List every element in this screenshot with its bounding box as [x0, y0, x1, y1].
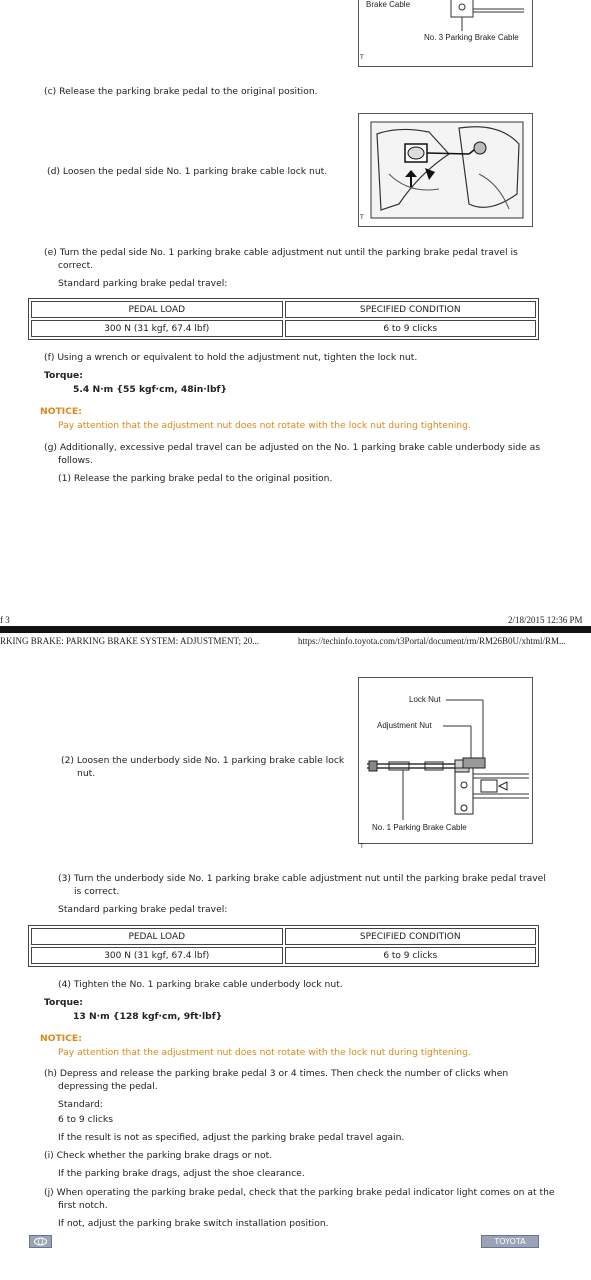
step-d: (d) Loosen the pedal side No. 1 parking brake cable lock nut.: [47, 166, 328, 177]
page-break-bar: [0, 626, 591, 633]
table-header-pedal-load: PEDAL LOAD: [31, 928, 283, 945]
step-2-line1: (2) Loosen the underbody side No. 1 parking brake cable lock: [61, 755, 345, 766]
table-cell-clicks: 6 to 9 clicks: [285, 320, 537, 337]
step-e-line1: (e) Turn the pedal side No. 1 parking brake cable adjustment nut until the parking brake pedal travel is: [44, 247, 518, 258]
not-specified-note: If the result is not as specified, adjust the parking brake pedal travel again.: [58, 1132, 405, 1143]
step-2-line2: nut.: [77, 768, 96, 779]
notice-text: Pay attention that the adjustment nut does not rotate with the lock nut during tightening.: [58, 1047, 471, 1058]
fig-label-adjustment-nut: Adjustment Nut: [377, 721, 432, 730]
toyota-brand-label: TOYOTA: [494, 1237, 526, 1246]
toyota-brand-button[interactable]: [481, 1235, 539, 1248]
notice-label: NOTICE:: [40, 406, 82, 417]
step-g-line1: (g) Additionally, excessive pedal travel can be adjusted on the No. 1 parking brake cable underbody side as: [44, 442, 541, 453]
fig-mark: T: [360, 54, 364, 61]
torque-label: Torque:: [44, 370, 83, 381]
step-h-line1: (h) Depress and release the parking brake pedal 3 or 4 times. Then check the number of clicks when: [44, 1068, 509, 1079]
pedal-travel-table: [28, 925, 539, 967]
step-i-note: If the parking brake drags, adjust the shoe clearance.: [58, 1168, 305, 1179]
step-4: (4) Tighten the No. 1 parking brake cable underbody lock nut.: [58, 979, 343, 990]
table-header-specified-condition: SPECIFIED CONDITION: [285, 928, 537, 945]
fig-label-lock-nut: Lock Nut: [409, 695, 441, 704]
underbody-cable-diagram: [359, 678, 532, 843]
standard-travel-label: Standard parking brake pedal travel:: [58, 278, 228, 289]
step-g1: (1) Release the parking brake pedal to the original position.: [58, 473, 333, 484]
print-header-title: RKING BRAKE: PARKING BRAKE SYSTEM: ADJUSTMENT; 20...: [0, 636, 259, 646]
step-j-line1: (j) When operating the parking brake pedal, check that the parking brake pedal indicator light comes on at the: [44, 1187, 555, 1198]
step-e-line2: correct.: [58, 260, 94, 271]
standard-value: 6 to 9 clicks: [58, 1114, 113, 1125]
figure-no3-cable: [358, 0, 533, 67]
print-timestamp: 2/18/2015 12:36 PM: [508, 615, 583, 625]
notice-text: Pay attention that the adjustment nut does not rotate with the lock nut during tightening.: [58, 420, 471, 431]
step-f: (f) Using a wrench or equivalent to hold the adjustment nut, tighten the lock nut.: [44, 352, 418, 363]
toyota-logo-icon: [30, 1236, 51, 1247]
step-3-line1: (3) Turn the underbody side No. 1 parking brake cable adjustment nut until the parking brake pedal travel: [58, 873, 546, 884]
pedal-photo-illustration: [359, 114, 532, 226]
step-i: (i) Check whether the parking brake drags or not.: [44, 1150, 273, 1161]
step-3-line2: is correct.: [74, 886, 120, 897]
toyota-emblem-icon[interactable]: [29, 1235, 52, 1248]
notice-label: NOTICE:: [40, 1033, 82, 1044]
table-cell-load: 300 N (31 kgf, 67.4 lbf): [31, 320, 283, 337]
print-page-number: f 3: [0, 615, 10, 625]
pedal-travel-table: [28, 298, 539, 340]
step-j-line2: first notch.: [58, 1200, 108, 1211]
fig-mark: T: [360, 214, 364, 221]
step-j-note: If not, adjust the parking brake switch installation position.: [58, 1218, 329, 1229]
step-h-line2: depressing the pedal.: [58, 1081, 158, 1092]
figure-pedal-lock-nut: [358, 113, 533, 227]
torque-label: Torque:: [44, 997, 83, 1008]
fig-label-brake-cable: Brake Cable: [366, 0, 411, 9]
table-cell-load: 300 N (31 kgf, 67.4 lbf): [31, 947, 283, 964]
print-header-url[interactable]: https://techinfo.toyota.com/t3Portal/document/rm/RM26B0U/xhtml/RM...: [298, 636, 566, 646]
torque-value: 5.4 N·m {55 kgf·cm, 48in·lbf}: [73, 384, 228, 395]
table-cell-clicks: 6 to 9 clicks: [285, 947, 537, 964]
standard-travel-label: Standard parking brake pedal travel:: [58, 904, 228, 915]
fig-label-no3-cable: No. 3 Parking Brake Cable: [424, 33, 519, 42]
fig-label-no1-cable: No. 1 Parking Brake Cable: [372, 823, 467, 832]
step-c: (c) Release the parking brake pedal to the original position.: [44, 86, 318, 97]
figure-underbody-cable: [358, 677, 533, 850]
standard-label: Standard:: [58, 1099, 103, 1110]
table-header-specified-condition: SPECIFIED CONDITION: [285, 301, 537, 318]
fig-mark: T: [360, 843, 364, 850]
table-header-pedal-load: PEDAL LOAD: [31, 301, 283, 318]
step-g-line2: follows.: [58, 455, 93, 466]
torque-value: 13 N·m {128 kgf·cm, 9ft·lbf}: [73, 1011, 223, 1022]
